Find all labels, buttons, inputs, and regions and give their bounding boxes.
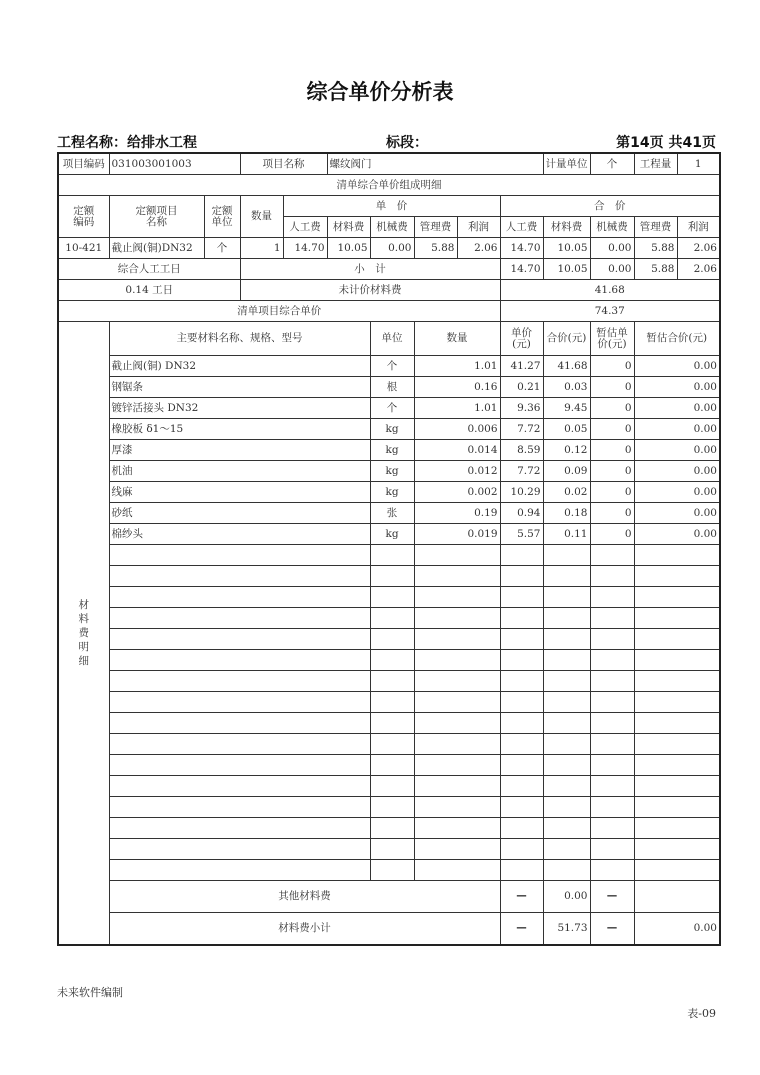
unit-price-analysis-table (57, 152, 721, 946)
material-est-total-price (634, 545, 720, 566)
material-est-total-price: 0.00 (634, 461, 720, 482)
material-unit-price: 0.94 (500, 503, 543, 524)
total-machine-header: 机械费 (590, 217, 634, 238)
material-unit (370, 692, 414, 713)
material-name: 橡胶板 δ1～15 (109, 419, 370, 440)
material-est-unit-price-header: 暂估单价(元) (590, 322, 634, 356)
material-quantity: 0.014 (414, 440, 500, 461)
material-unit: 张 (370, 503, 414, 524)
material-name: 线麻 (109, 482, 370, 503)
unpriced-material-label: 未计价材料费 (240, 280, 500, 301)
material-unit-price (500, 650, 543, 671)
material-est-total-price: 0.00 (634, 377, 720, 398)
material-unit-price: 10.29 (500, 482, 543, 503)
material-unit-price (500, 839, 543, 860)
material-name: 机油 (109, 461, 370, 482)
materials-header-row (58, 322, 720, 356)
material-total-price: 0.03 (543, 377, 590, 398)
material-unit-price (500, 566, 543, 587)
subtotal-labor: 14.70 (500, 259, 543, 280)
subtotal-machine: 0.00 (590, 259, 634, 280)
composition-section-title: 清单综合单价组成明细 (58, 175, 720, 196)
material-name (109, 797, 370, 818)
material-name (109, 545, 370, 566)
material-est-total-price: 0.00 (634, 419, 720, 440)
software-credit: 未来软件编制 (57, 986, 123, 999)
subtotal-row (58, 259, 720, 280)
total-labor: 14.70 (500, 238, 543, 259)
material-unit (370, 734, 414, 755)
material-est-unit-price (590, 776, 634, 797)
unit-management-header: 管理费 (414, 217, 457, 238)
material-unit-price (500, 755, 543, 776)
info-row (58, 153, 720, 175)
material-quantity (414, 566, 500, 587)
material-empty-row (58, 629, 720, 650)
material-empty-row (58, 818, 720, 839)
material-est-unit-price (590, 797, 634, 818)
material-subtotal-unit-price: — (500, 913, 543, 946)
material-name: 截止阀(铜) DN32 (109, 356, 370, 377)
material-est-total-price (634, 755, 720, 776)
material-est-total-price (634, 797, 720, 818)
material-unit-price-header: 单价(元) (500, 322, 543, 356)
project-name-label: 工程名称：给排水工程 (57, 135, 197, 151)
unit-management: 5.88 (414, 238, 457, 259)
material-unit-price (500, 545, 543, 566)
quota-quantity: 1 (240, 238, 283, 259)
material-name-header: 主要材料名称、规格、型号 (109, 322, 370, 356)
material-total-price (543, 839, 590, 860)
material-est-total-price (634, 776, 720, 797)
total-management-header: 管理费 (634, 217, 677, 238)
other-material-label: 其他材料费 (109, 881, 500, 913)
material-unit (370, 608, 414, 629)
composition-title-row (58, 175, 720, 196)
material-est-unit-price (590, 818, 634, 839)
total-machine: 0.00 (590, 238, 634, 259)
material-total-price (543, 860, 590, 881)
material-est-unit-price (590, 650, 634, 671)
material-name (109, 755, 370, 776)
material-quantity: 0.012 (414, 461, 500, 482)
quota-unit-header: 定额 单位 (204, 196, 240, 238)
material-total-price: 9.45 (543, 398, 590, 419)
material-est-total-price (634, 818, 720, 839)
material-quantity (414, 629, 500, 650)
material-unit: 根 (370, 377, 414, 398)
material-quantity: 0.019 (414, 524, 500, 545)
material-name (109, 650, 370, 671)
material-name (109, 629, 370, 650)
unit-material-header: 材料费 (327, 217, 370, 238)
material-total-price (543, 713, 590, 734)
material-est-unit-price (590, 629, 634, 650)
material-empty-row (58, 860, 720, 881)
material-quantity-header: 数量 (414, 322, 500, 356)
material-est-unit-price (590, 587, 634, 608)
subtotal-management: 5.88 (634, 259, 677, 280)
other-material-unit-price: — (500, 881, 543, 913)
total-price-header: 合 价 (500, 196, 720, 217)
unit-price-header: 单 价 (283, 196, 500, 217)
material-est-unit-price: 0 (590, 398, 634, 419)
material-est-total-price: 0.00 (634, 398, 720, 419)
material-quantity (414, 713, 500, 734)
quota-unit: 个 (204, 238, 240, 259)
material-subtotal-row (58, 913, 720, 946)
material-unit (370, 671, 414, 692)
material-unit: 个 (370, 398, 414, 419)
material-name (109, 818, 370, 839)
material-quantity (414, 650, 500, 671)
material-name (109, 671, 370, 692)
unit-labor-header: 人工费 (283, 217, 327, 238)
material-name: 砂纸 (109, 503, 370, 524)
material-row (58, 482, 720, 503)
material-total-price (543, 692, 590, 713)
material-row (58, 524, 720, 545)
material-est-total-price (634, 860, 720, 881)
subtotal-material: 10.05 (543, 259, 590, 280)
material-unit-price (500, 776, 543, 797)
material-unit (370, 566, 414, 587)
material-unit-price (500, 734, 543, 755)
material-quantity: 0.16 (414, 377, 500, 398)
material-est-unit-price: 0 (590, 503, 634, 524)
material-total-price (543, 734, 590, 755)
material-unit-price (500, 671, 543, 692)
material-subtotal-total-price: 51.73 (543, 913, 590, 946)
material-name (109, 587, 370, 608)
total-labor-header: 人工费 (500, 217, 543, 238)
material-est-unit-price: 0 (590, 356, 634, 377)
material-est-unit-price (590, 671, 634, 692)
material-est-total-price (634, 734, 720, 755)
material-total-price (543, 545, 590, 566)
section-label: 标段： (386, 135, 428, 151)
measure-unit-value: 个 (590, 153, 634, 175)
composition-row (58, 238, 720, 259)
material-unit-price (500, 818, 543, 839)
material-empty-row (58, 608, 720, 629)
material-est-unit-price (590, 860, 634, 881)
material-quantity (414, 545, 500, 566)
quantity-label: 工程量 (634, 153, 677, 175)
material-unit-price: 9.36 (500, 398, 543, 419)
material-unit-price (500, 692, 543, 713)
unit-profit-header: 利润 (457, 217, 500, 238)
material-name: 钢锯条 (109, 377, 370, 398)
material-est-total-price-header: 暂估合价(元) (634, 322, 720, 356)
material-unit-price: 7.72 (500, 461, 543, 482)
material-empty-row (58, 587, 720, 608)
unpriced-material-row (58, 280, 720, 301)
material-unit (370, 755, 414, 776)
material-est-unit-price: 0 (590, 419, 634, 440)
material-subtotal-est-total-price: 0.00 (634, 913, 720, 946)
material-est-total-price: 0.00 (634, 524, 720, 545)
material-unit (370, 860, 414, 881)
page-title: 综合单价分析表 (306, 80, 454, 104)
material-est-unit-price (590, 608, 634, 629)
material-name: 厚漆 (109, 440, 370, 461)
material-est-total-price (634, 629, 720, 650)
material-est-total-price (634, 608, 720, 629)
labor-day-value: 0.14 工日 (58, 280, 240, 301)
material-total-price: 41.68 (543, 356, 590, 377)
other-material-est-unit-price: — (590, 881, 634, 913)
material-total-price (543, 566, 590, 587)
material-unit (370, 545, 414, 566)
material-name (109, 713, 370, 734)
material-empty-row (58, 797, 720, 818)
composite-price-row (58, 301, 720, 322)
total-management: 5.88 (634, 238, 677, 259)
material-unit-price (500, 713, 543, 734)
material-total-price (543, 629, 590, 650)
material-unit-price (500, 587, 543, 608)
material-unit (370, 650, 414, 671)
project-name-value: 螺纹阀门 (327, 153, 543, 175)
material-unit: kg (370, 419, 414, 440)
material-total-price: 0.09 (543, 461, 590, 482)
unpriced-material-value: 41.68 (500, 280, 720, 301)
material-unit (370, 776, 414, 797)
material-row (58, 377, 720, 398)
material-unit-price: 7.72 (500, 419, 543, 440)
material-empty-row (58, 566, 720, 587)
total-profit-header: 利润 (677, 217, 720, 238)
material-unit-price (500, 797, 543, 818)
unit-machine: 0.00 (370, 238, 414, 259)
unit-profit: 2.06 (457, 238, 500, 259)
material-unit (370, 713, 414, 734)
material-total-price (543, 587, 590, 608)
material-unit-price: 5.57 (500, 524, 543, 545)
material-est-total-price: 0.00 (634, 482, 720, 503)
material-unit-price (500, 629, 543, 650)
material-quantity (414, 587, 500, 608)
material-quantity (414, 734, 500, 755)
material-empty-row (58, 734, 720, 755)
materials-side-label-text: 材料费明细 (78, 599, 89, 667)
material-est-unit-price (590, 755, 634, 776)
material-est-total-price (634, 587, 720, 608)
material-empty-row (58, 713, 720, 734)
material-quantity: 0.006 (414, 419, 500, 440)
material-est-total-price (634, 692, 720, 713)
material-est-total-price (634, 671, 720, 692)
materials-side-label (58, 322, 109, 946)
quantity-header: 数量 (240, 196, 283, 238)
project-name-label: 项目名称 (240, 153, 327, 175)
material-quantity (414, 755, 500, 776)
material-unit-price: 41.27 (500, 356, 543, 377)
material-unit: kg (370, 482, 414, 503)
material-quantity: 1.01 (414, 398, 500, 419)
material-row (58, 503, 720, 524)
material-unit-price (500, 860, 543, 881)
material-unit: kg (370, 461, 414, 482)
material-name (109, 608, 370, 629)
material-empty-row (58, 755, 720, 776)
material-unit: 个 (370, 356, 414, 377)
material-total-price: 0.02 (543, 482, 590, 503)
material-row (58, 356, 720, 377)
material-est-unit-price: 0 (590, 461, 634, 482)
material-est-unit-price: 0 (590, 440, 634, 461)
material-total-price (543, 608, 590, 629)
material-empty-row (58, 839, 720, 860)
material-name (109, 860, 370, 881)
material-name (109, 566, 370, 587)
material-empty-row (58, 650, 720, 671)
material-quantity (414, 776, 500, 797)
material-total-price: 0.11 (543, 524, 590, 545)
material-est-total-price (634, 839, 720, 860)
quota-code: 10-421 (58, 238, 109, 259)
material-unit: kg (370, 524, 414, 545)
material-total-price (543, 650, 590, 671)
total-material-header: 材料费 (543, 217, 590, 238)
material-row (58, 398, 720, 419)
material-name (109, 734, 370, 755)
material-total-price (543, 671, 590, 692)
material-empty-row (58, 692, 720, 713)
material-total-price-header: 合价(元) (543, 322, 590, 356)
material-empty-row (58, 776, 720, 797)
material-name: 棉纱头 (109, 524, 370, 545)
material-name (109, 692, 370, 713)
other-material-est-total-price (634, 881, 720, 913)
total-material: 10.05 (543, 238, 590, 259)
unit-material: 10.05 (327, 238, 370, 259)
material-quantity (414, 860, 500, 881)
material-subtotal-est-unit-price: — (590, 913, 634, 946)
material-total-price (543, 776, 590, 797)
material-row (58, 461, 720, 482)
unit-machine-header: 机械费 (370, 217, 414, 238)
project-code-value: 031003001003 (109, 153, 240, 175)
material-name (109, 839, 370, 860)
subtotal-label: 小 计 (240, 259, 500, 280)
material-unit-price: 8.59 (500, 440, 543, 461)
material-total-price: 0.12 (543, 440, 590, 461)
material-total-price: 0.05 (543, 419, 590, 440)
material-est-total-price: 0.00 (634, 503, 720, 524)
material-est-unit-price: 0 (590, 482, 634, 503)
material-total-price (543, 818, 590, 839)
material-est-unit-price (590, 734, 634, 755)
material-unit (370, 818, 414, 839)
other-material-total-price: 0.00 (543, 881, 590, 913)
material-unit (370, 629, 414, 650)
material-est-total-price: 0.00 (634, 356, 720, 377)
quota-name-header: 定额项目 名称 (109, 196, 204, 238)
labor-day-label: 综合人工工日 (58, 259, 240, 280)
quota-name: 截止阀(铜)DN32 (109, 238, 204, 259)
material-quantity (414, 818, 500, 839)
material-est-unit-price (590, 566, 634, 587)
other-material-row (58, 881, 720, 913)
material-quantity (414, 692, 500, 713)
material-empty-row (58, 545, 720, 566)
material-unit: kg (370, 440, 414, 461)
material-est-total-price (634, 566, 720, 587)
total-profit: 2.06 (677, 238, 720, 259)
material-est-total-price: 0.00 (634, 440, 720, 461)
material-est-unit-price (590, 713, 634, 734)
material-quantity: 0.19 (414, 503, 500, 524)
measure-unit-label: 计量单位 (543, 153, 590, 175)
material-est-unit-price (590, 839, 634, 860)
material-subtotal-label: 材料费小计 (109, 913, 500, 946)
unit-labor: 14.70 (283, 238, 327, 259)
material-unit-header: 单位 (370, 322, 414, 356)
material-quantity (414, 608, 500, 629)
composite-price-value: 74.37 (500, 301, 720, 322)
material-quantity: 1.01 (414, 356, 500, 377)
material-est-unit-price (590, 545, 634, 566)
material-unit-price: 0.21 (500, 377, 543, 398)
material-est-unit-price (590, 692, 634, 713)
page-number-label: 第14页 共41页 (616, 135, 716, 151)
material-unit (370, 839, 414, 860)
material-total-price (543, 797, 590, 818)
project-code-label: 项目编码 (58, 153, 109, 175)
material-est-total-price (634, 650, 720, 671)
material-unit (370, 797, 414, 818)
quantity-value: 1 (677, 153, 720, 175)
material-quantity (414, 797, 500, 818)
material-total-price: 0.18 (543, 503, 590, 524)
material-name (109, 776, 370, 797)
material-empty-row (58, 671, 720, 692)
composite-price-label: 清单项目综合单价 (58, 301, 500, 322)
material-name: 镀锌活接头 DN32 (109, 398, 370, 419)
material-est-unit-price: 0 (590, 377, 634, 398)
subtotal-profit: 2.06 (677, 259, 720, 280)
material-quantity (414, 671, 500, 692)
material-row (58, 440, 720, 461)
composition-header-row-1 (58, 196, 720, 217)
material-est-total-price (634, 713, 720, 734)
form-code: 表-09 (687, 1007, 716, 1020)
material-row (58, 419, 720, 440)
material-unit (370, 587, 414, 608)
quota-code-header: 定额 编码 (58, 196, 109, 238)
material-est-unit-price: 0 (590, 524, 634, 545)
material-quantity: 0.002 (414, 482, 500, 503)
material-unit-price (500, 608, 543, 629)
material-quantity (414, 839, 500, 860)
material-total-price (543, 755, 590, 776)
